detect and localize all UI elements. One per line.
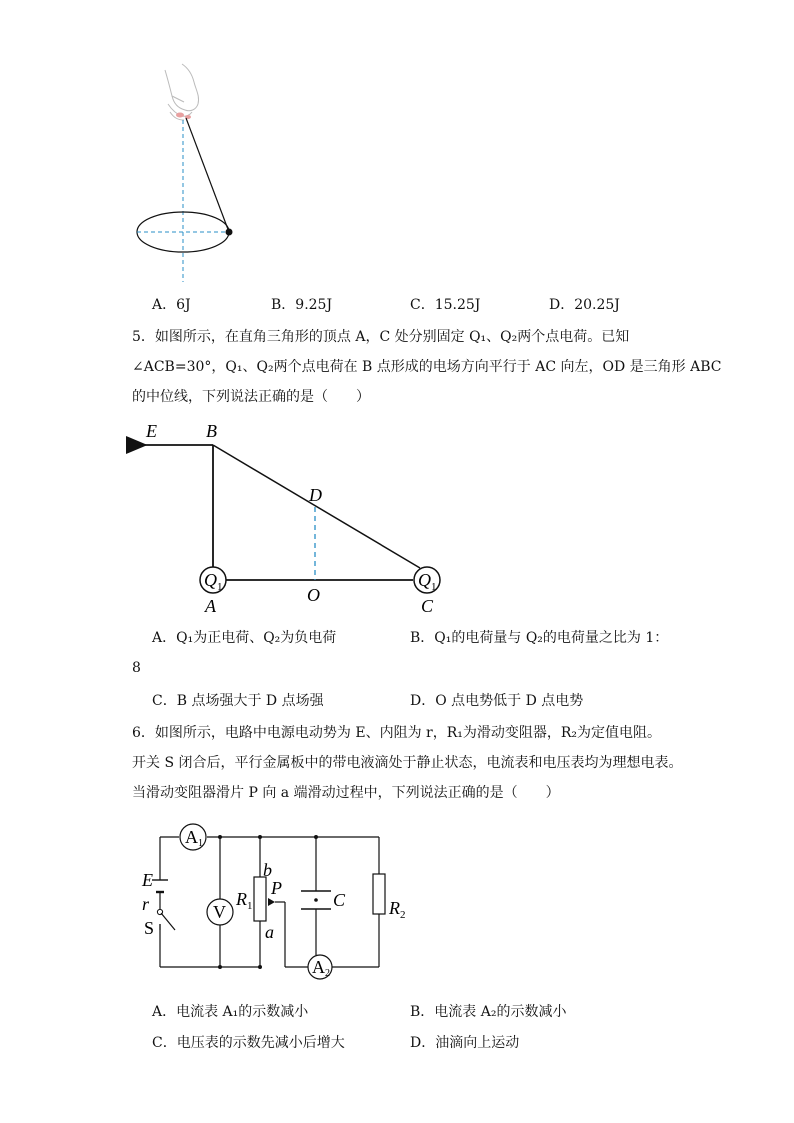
label-o: O [307, 585, 320, 605]
q6-stem-line-1: 6．如图所示，电路中电源电动势为 E、内阻为 r，R₁为滑动变阻器，R₂为定值电阻。 [132, 725, 662, 741]
junction-dot [218, 965, 222, 969]
label-c: C [333, 890, 346, 910]
q4-option-d[interactable]: D．20.25J [549, 297, 620, 313]
q5-option-d[interactable]: D．O 点电势低于 D 点电势 [410, 693, 584, 709]
q5-stem-line-1: 5．如图所示，在直角三角形的顶点 A，C 处分别固定 Q₁、Q₂两个点电荷。已知 [132, 329, 630, 345]
label-s: S [144, 918, 155, 938]
junction-dot [258, 965, 262, 969]
q6-circuit-figure [135, 822, 406, 982]
label-b: B [206, 421, 217, 441]
switch-lever [161, 913, 175, 930]
resistor-r1 [254, 877, 266, 921]
q6-option-c[interactable]: C．电压表的示数先减小后增大 [152, 1035, 345, 1051]
q5-stem-line-3: 的中位线，下列说法正确的是（ ） [132, 389, 370, 405]
label-a: a [265, 922, 274, 942]
q4-option-c[interactable]: C．15.25J [410, 297, 481, 313]
voltmeter-label: V [213, 902, 226, 922]
ammeter-a2-label: A2 [312, 957, 330, 979]
q4-option-a[interactable]: A．6J [152, 297, 191, 313]
q5-option-b[interactable]: B．Q₁的电荷量与 Q₂的电荷量之比为 1： [410, 630, 669, 646]
junction-dot [218, 835, 222, 839]
charge-right-label: $Q_1$ [418, 570, 437, 593]
q5-option-c[interactable]: C．B 点场强大于 D 点场强 [152, 693, 324, 709]
finger-tip-mark [176, 113, 184, 118]
label-p: P [271, 878, 282, 898]
hand-icon [165, 64, 199, 120]
label-e: E [146, 421, 157, 441]
q5-stem-line-2: ∠ACB=30°，Q₁、Q₂两个点电荷在 B 点形成的电场方向平行于 AC 向左，OD 是三角形 ABC [132, 359, 722, 375]
ball [226, 229, 233, 236]
label-r1: $R_1$ [236, 889, 253, 912]
side-bc [213, 445, 420, 568]
resistor-r2 [373, 874, 385, 914]
label-r2-text: $R_2$ [389, 898, 406, 921]
label-r: r [142, 894, 150, 914]
q6-option-d[interactable]: D．油滴向上运动 [410, 1035, 520, 1051]
ammeter-a1-label: A1 [185, 827, 203, 849]
q6-stem-line-3: 当滑动变阻器滑片 P 向 a 端滑动过程中，下列说法正确的是（ ） [132, 785, 560, 801]
junction-dot [258, 835, 262, 839]
label-c: C [421, 596, 434, 616]
q5-triangle-figure [130, 415, 460, 620]
q4-option-b[interactable]: B．9.25J [271, 297, 333, 313]
label-b: b [263, 860, 272, 880]
q6-option-b[interactable]: B．电流表 A₂的示数减小 [410, 1004, 567, 1020]
slider-p-arrow [268, 898, 275, 906]
q6-stem-line-2: 开关 S 闭合后，平行金属板中的带电液滴处于静止状态，电流表和电压表均为理想电表。 [132, 755, 683, 771]
oil-droplet [314, 898, 318, 902]
q5-option-b-continued: 8 [132, 660, 141, 676]
label-e: E [142, 870, 153, 890]
charge-left-label: $Q_1$ [204, 570, 223, 593]
junction-dot [314, 835, 318, 839]
q4-conical-pendulum-figure [130, 60, 250, 290]
label-d: D [309, 485, 322, 505]
q6-option-a[interactable]: A．电流表 A₁的示数减小 [152, 1004, 309, 1020]
q5-option-a[interactable]: A．Q₁为正电荷、Q₂为负电荷 [152, 630, 337, 646]
label-a: A [205, 596, 216, 616]
